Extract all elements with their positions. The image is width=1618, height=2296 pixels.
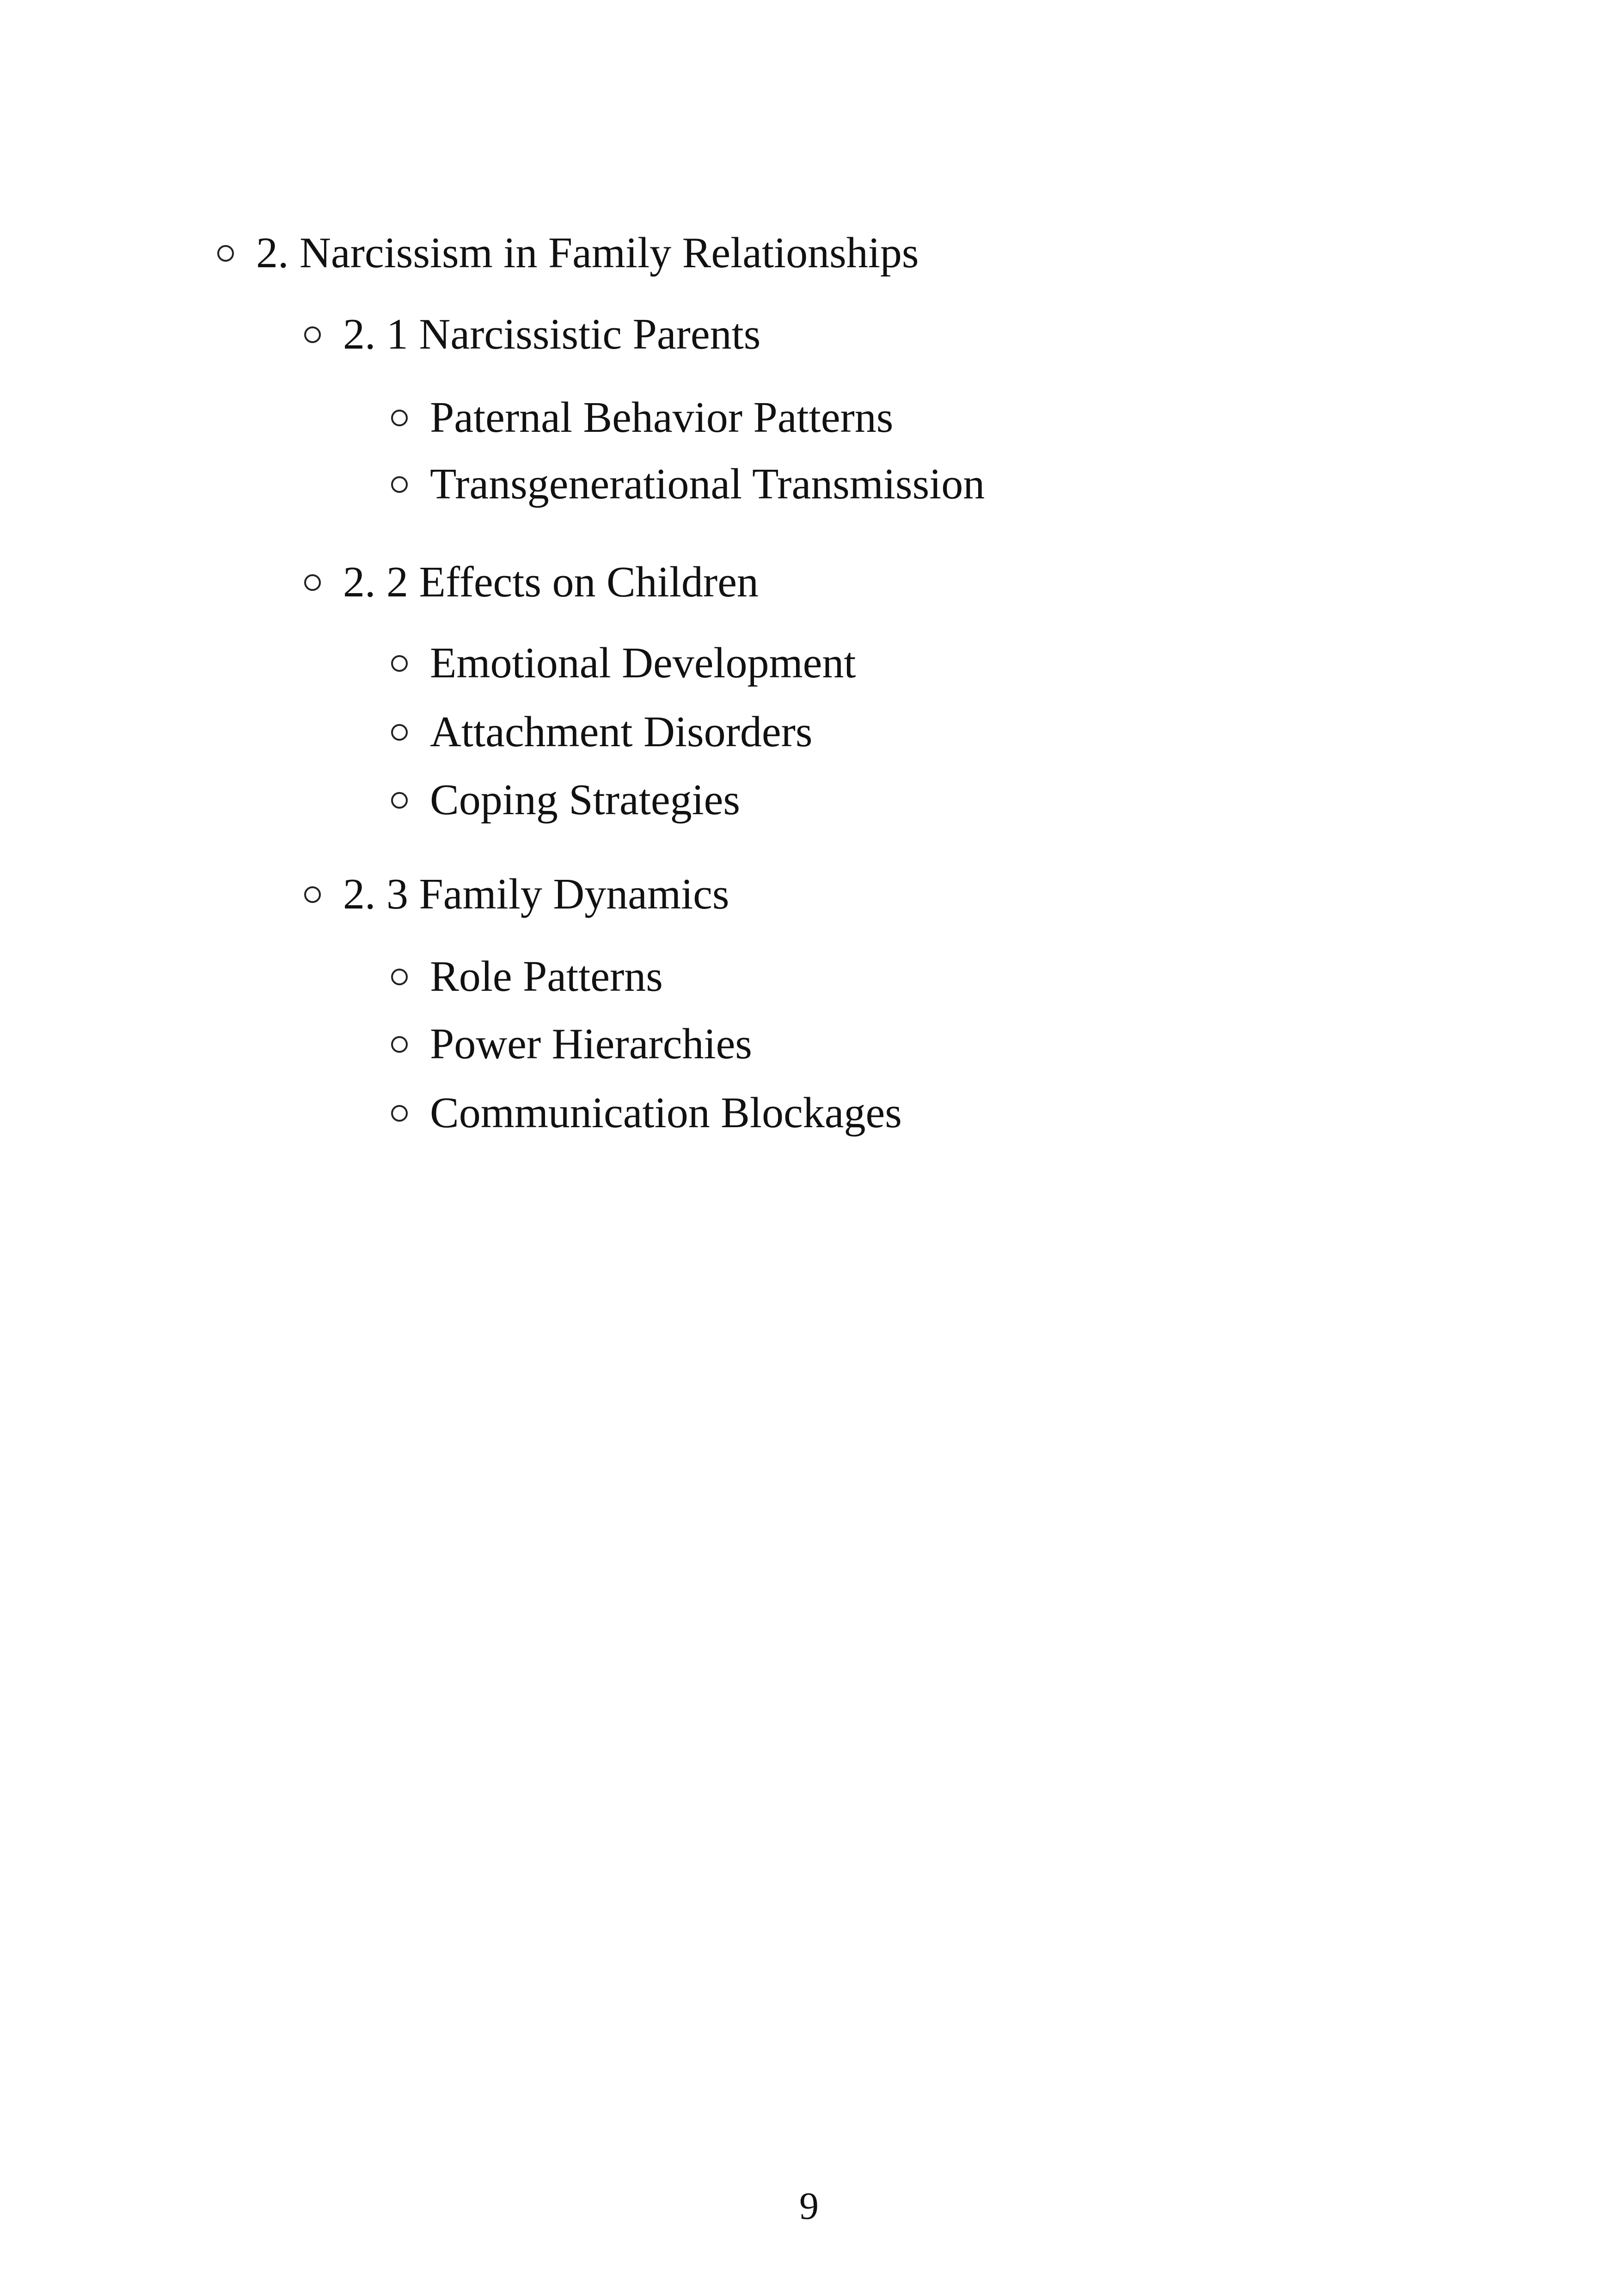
hollow-circle-bullet-icon <box>391 969 408 985</box>
outline-item-text: Power Hierarchies <box>430 1020 752 1068</box>
hollow-circle-bullet-icon <box>391 476 408 493</box>
hollow-circle-bullet-icon <box>391 655 408 672</box>
outline-item-level-3 <box>391 952 663 1001</box>
hollow-circle-bullet-icon <box>304 326 321 343</box>
outline-item-level-3 <box>391 1022 752 1066</box>
outline-item-text: Communication Blockages <box>430 1089 902 1137</box>
outline-item-level-3 <box>391 641 856 685</box>
outline-item-text: Coping Strategies <box>430 776 740 824</box>
hollow-circle-bullet-icon <box>391 724 408 741</box>
outline-item-level-2 <box>304 560 759 604</box>
outline-item-level-3 <box>391 1091 902 1135</box>
outline-item-level-3 <box>391 778 740 822</box>
outline-item-text: Paternal Behavior Patterns <box>430 393 894 442</box>
hollow-circle-bullet-icon <box>304 574 321 591</box>
hollow-circle-bullet-icon <box>391 410 408 426</box>
outline-item-level-3 <box>391 710 813 754</box>
outline-item-level-2 <box>304 310 761 358</box>
hollow-circle-bullet-icon <box>304 886 321 903</box>
outline-item-text: 2. Narcissism in Family Relationships <box>256 229 919 277</box>
outline-item-text: Transgenerational Transmission <box>430 460 985 508</box>
hollow-circle-bullet-icon <box>217 245 234 262</box>
outline-item-level-1 <box>217 231 919 275</box>
outline-item-text: 2. 3 Family Dynamics <box>343 870 729 918</box>
outline-item-text: 2. 2 Effects on Children <box>343 558 759 606</box>
hollow-circle-bullet-icon <box>391 792 408 809</box>
hollow-circle-bullet-icon <box>391 1036 408 1053</box>
outline-item-text: Attachment Disorders <box>430 708 813 756</box>
outline-item-text: Role Patterns <box>430 952 663 1001</box>
page-number: 9 <box>799 2185 819 2228</box>
outline-item-level-2 <box>304 872 729 916</box>
outline-item-text: 2. 1 Narcissistic Parents <box>343 310 761 358</box>
hollow-circle-bullet-icon <box>391 1105 408 1122</box>
outline-item-level-3 <box>391 462 985 506</box>
outline-item-level-3 <box>391 393 894 442</box>
outline-item-text: Emotional Development <box>430 639 856 687</box>
